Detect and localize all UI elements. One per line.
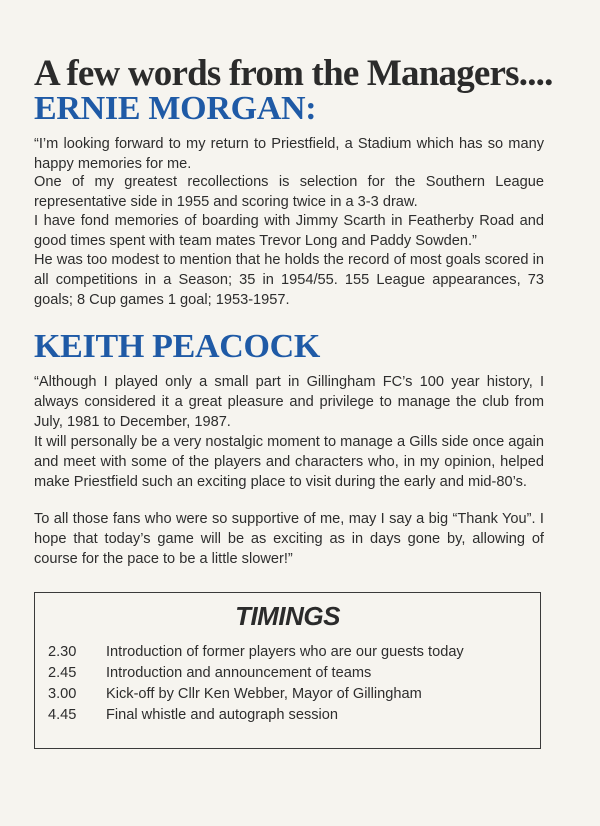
page-title: A few words from the Managers.... <box>34 53 553 94</box>
timing-event: Introduction and announcement of teams <box>106 665 372 681</box>
timing-time: 4.45 <box>48 707 77 723</box>
timings-box <box>34 592 541 749</box>
section-heading-keith-peacock: KEITH PEACOCK <box>34 328 321 365</box>
paragraph: I have fond memories of boarding with Jimmy Scarth in Featherby Road and good times spent with team mates Trevor Long and Paddy Sowden.” <box>34 213 544 249</box>
timings-title: TIMINGS <box>235 601 340 631</box>
timing-time: 2.30 <box>48 644 77 660</box>
timing-row <box>48 684 422 704</box>
timing-row <box>48 705 338 725</box>
paragraph: He was too modest to mention that he holds the record of most goals scored in all competitions in a Season; 35 in 1954/55. 155 League appearances, 73 goals; 8 Cup games 1 goal; 1953-1957. <box>34 252 544 308</box>
timing-time: 2.45 <box>48 665 77 681</box>
timing-event: Kick-off by Cllr Ken Webber, Mayor of Gillingham <box>106 686 422 702</box>
timing-time: 3.00 <box>48 686 77 702</box>
paragraph: To all those fans who were so supportive of me, may I say a big “Thank You”. I hope that today’s game will be as exciting as in days gone by, allowing of course for the pace to be a little slower!” <box>34 511 544 567</box>
paragraph: “Although I played only a small part in Gillingham FC’s 100 year history, I always considered it a great pleasure and privilege to manage the club from July, 1981 to December, 1987. <box>34 374 544 430</box>
timing-event: Introduction of former players who are our guests today <box>106 644 464 660</box>
timing-row <box>48 642 464 662</box>
timing-row <box>48 663 371 683</box>
section-heading-ernie-morgan: ERNIE MORGAN: <box>34 90 317 127</box>
paragraph: It will personally be a very nostalgic moment to manage a Gills side once again and meet with some of the players and characters who, in my opinion, helped make Priestfield such an exciting place to visit during the early and mid-80’s. <box>34 434 544 490</box>
timing-event: Final whistle and autograph session <box>106 707 339 723</box>
paragraph: “I’m looking forward to my return to Priestfield, a Stadium which has so many happy memories for me. <box>34 136 544 172</box>
paragraph: One of my greatest recollections is selection for the Southern League representative side in 1955 and scoring twice in a 3-3 draw. <box>34 174 544 210</box>
